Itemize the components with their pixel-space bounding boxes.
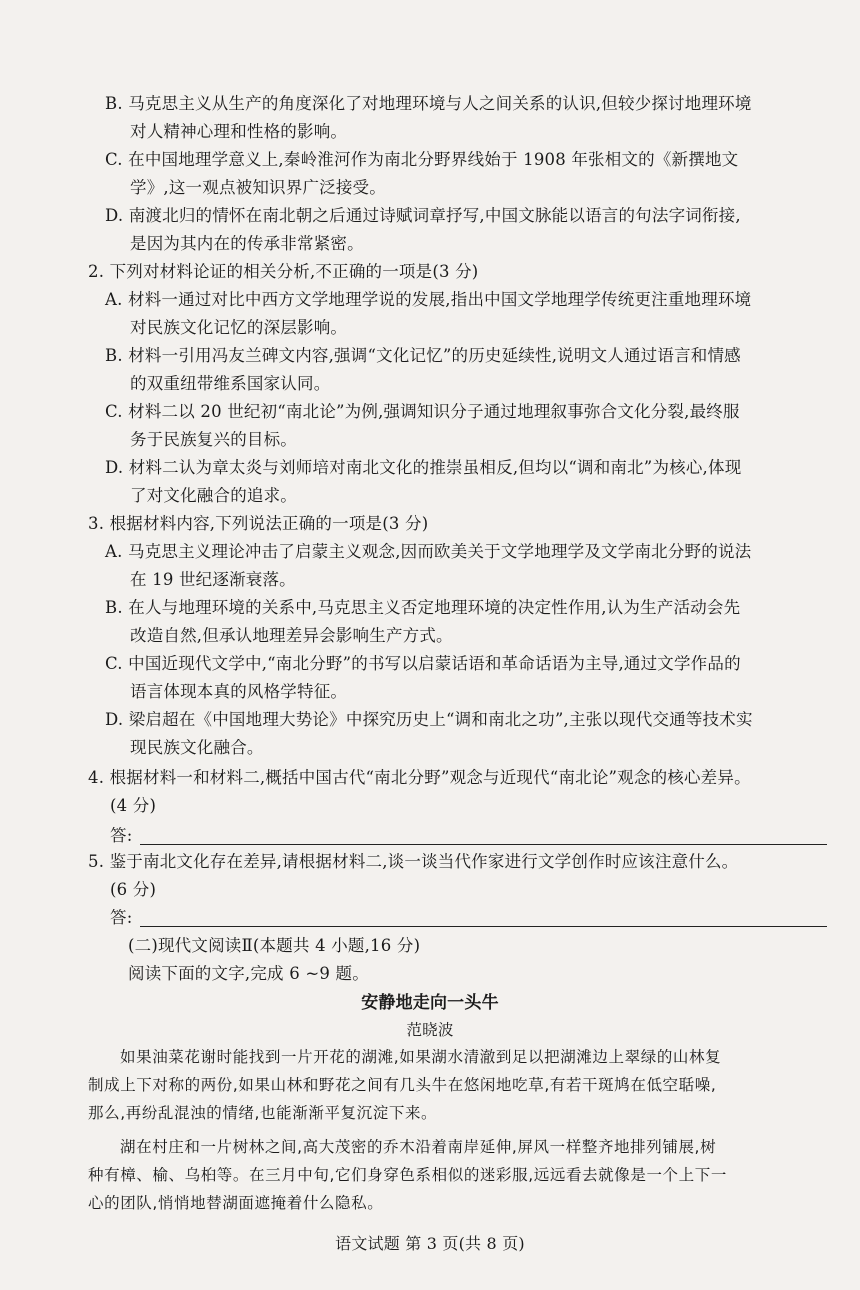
- section-heading: (二)现代文阅读Ⅱ(本题共 4 小题,16 分): [128, 936, 421, 955]
- q3-option-c-cont: 语言体现本真的风格学特征。: [130, 682, 348, 701]
- q2-option-c-cont: 务于民族复兴的目标。: [130, 430, 297, 449]
- q2-option-d: D. 材料二认为章太炎与刘师培对南北文化的推崇虽相反,但均以“调和南北”为核心,体现: [105, 458, 742, 477]
- page-footer: 语文试题 第 3 页(共 8 页): [335, 1234, 525, 1253]
- story-p2-line3: 心的团队,悄悄地替湖面遮掩着什么隐私。: [88, 1194, 384, 1212]
- q5-points: (6 分): [110, 880, 157, 899]
- q2-option-a: A. 材料一通过对比中西方文学地理学说的发展,指出中国文学地理学传统更注重地理环境: [105, 290, 752, 309]
- story-p1-line1: 如果油菜花谢时能找到一片开花的湖滩,如果湖水清澈到足以把湖滩边上翠绿的山林复: [120, 1048, 722, 1066]
- q1-option-d: D. 南渡北归的情怀在南北朝之后通过诗赋词章抒写,中国文脉能以语言的句法字词衔接,: [105, 206, 741, 225]
- q1-option-d-cont: 是因为其内在的传承非常紧密。: [130, 234, 364, 253]
- q3-option-d-cont: 现民族文化融合。: [130, 738, 264, 757]
- story-title: 安静地走向一头牛: [361, 993, 499, 1013]
- story-p2-line2: 种有樟、榆、乌桕等。在三月中旬,它们身穿色系相似的迷彩服,远远看去就像是一个上下一: [88, 1166, 727, 1184]
- q2-option-d-cont: 了对文化融合的追求。: [130, 486, 297, 505]
- q5-answer-line[interactable]: [140, 926, 827, 927]
- q5-answer-label: 答:: [110, 908, 133, 927]
- story-author: 范晓波: [406, 1021, 454, 1039]
- story-p1-line3: 那么,再纷乱混浊的情绪,也能渐渐平复沉淀下来。: [88, 1104, 438, 1122]
- q4-points: (4 分): [110, 796, 157, 815]
- section-instruction: 阅读下面的文字,完成 6 ~9 题。: [128, 964, 369, 983]
- q4-answer-line[interactable]: [140, 844, 827, 845]
- story-p1-line2: 制成上下对称的两份,如果山林和野花之间有几头牛在悠闲地吃草,有若干斑鸠在低空聒噪,: [88, 1076, 717, 1094]
- q2-option-b: B. 材料一引用冯友兰碑文内容,强调“文化记忆”的历史延续性,说明文人通过语言和情感: [105, 346, 741, 365]
- q4-stem: 4. 根据材料一和材料二,概括中国古代“南北分野”观念与近现代“南北论”观念的核心差异。: [88, 768, 751, 787]
- q3-option-d: D. 梁启超在《中国地理大势论》中探究历史上“调和南北之功”,主张以现代交通等技术实: [105, 710, 753, 729]
- q3-option-a: A. 马克思主义理论冲击了启蒙主义观念,因而欧美关于文学地理学及文学南北分野的说法: [105, 542, 752, 561]
- q2-option-c: C. 材料二以 20 世纪初“南北论”为例,强调知识分子通过地理叙事弥合文化分裂,最终服: [105, 402, 740, 421]
- q3-option-c: C. 中国近现代文学中,“南北分野”的书写以启蒙话语和革命话语为主导,通过文学作品的: [105, 654, 741, 673]
- q5-stem: 5. 鉴于南北文化存在差异,请根据材料二,谈一谈当代作家进行文学创作时应该注意什么。: [88, 852, 739, 871]
- q1-option-c-cont: 学》,这一观点被知识界广泛接受。: [130, 178, 386, 197]
- q1-option-c: C. 在中国地理学意义上,秦岭淮河作为南北分野界线始于 1908 年张相文的《新撰地文: [105, 150, 739, 169]
- q1-option-b-cont: 对人精神心理和性格的影响。: [130, 122, 348, 141]
- q4-answer-label: 答:: [110, 826, 133, 845]
- q3-stem: 3. 根据材料内容,下列说法正确的一项是(3 分): [88, 514, 429, 533]
- q2-option-b-cont: 的双重纽带维系国家认同。: [130, 374, 331, 393]
- story-p2-line1: 湖在村庄和一片树林之间,高大茂密的乔木沿着南岸延伸,屏风一样整齐地排列铺展,树: [120, 1138, 717, 1156]
- q2-stem: 2. 下列对材料论证的相关分析,不正确的一项是(3 分): [88, 262, 479, 281]
- q3-option-a-cont: 在 19 世纪逐渐衰落。: [130, 570, 296, 589]
- q3-option-b: B. 在人与地理环境的关系中,马克思主义否定地理环境的决定性作用,认为生产活动会先: [105, 598, 741, 617]
- q3-option-b-cont: 改造自然,但承认地理差异会影响生产方式。: [130, 626, 453, 645]
- q2-option-a-cont: 对民族文化记忆的深层影响。: [130, 318, 348, 337]
- q1-option-b: B. 马克思主义从生产的角度深化了对地理环境与人之间关系的认识,但较少探讨地理环境: [105, 94, 752, 113]
